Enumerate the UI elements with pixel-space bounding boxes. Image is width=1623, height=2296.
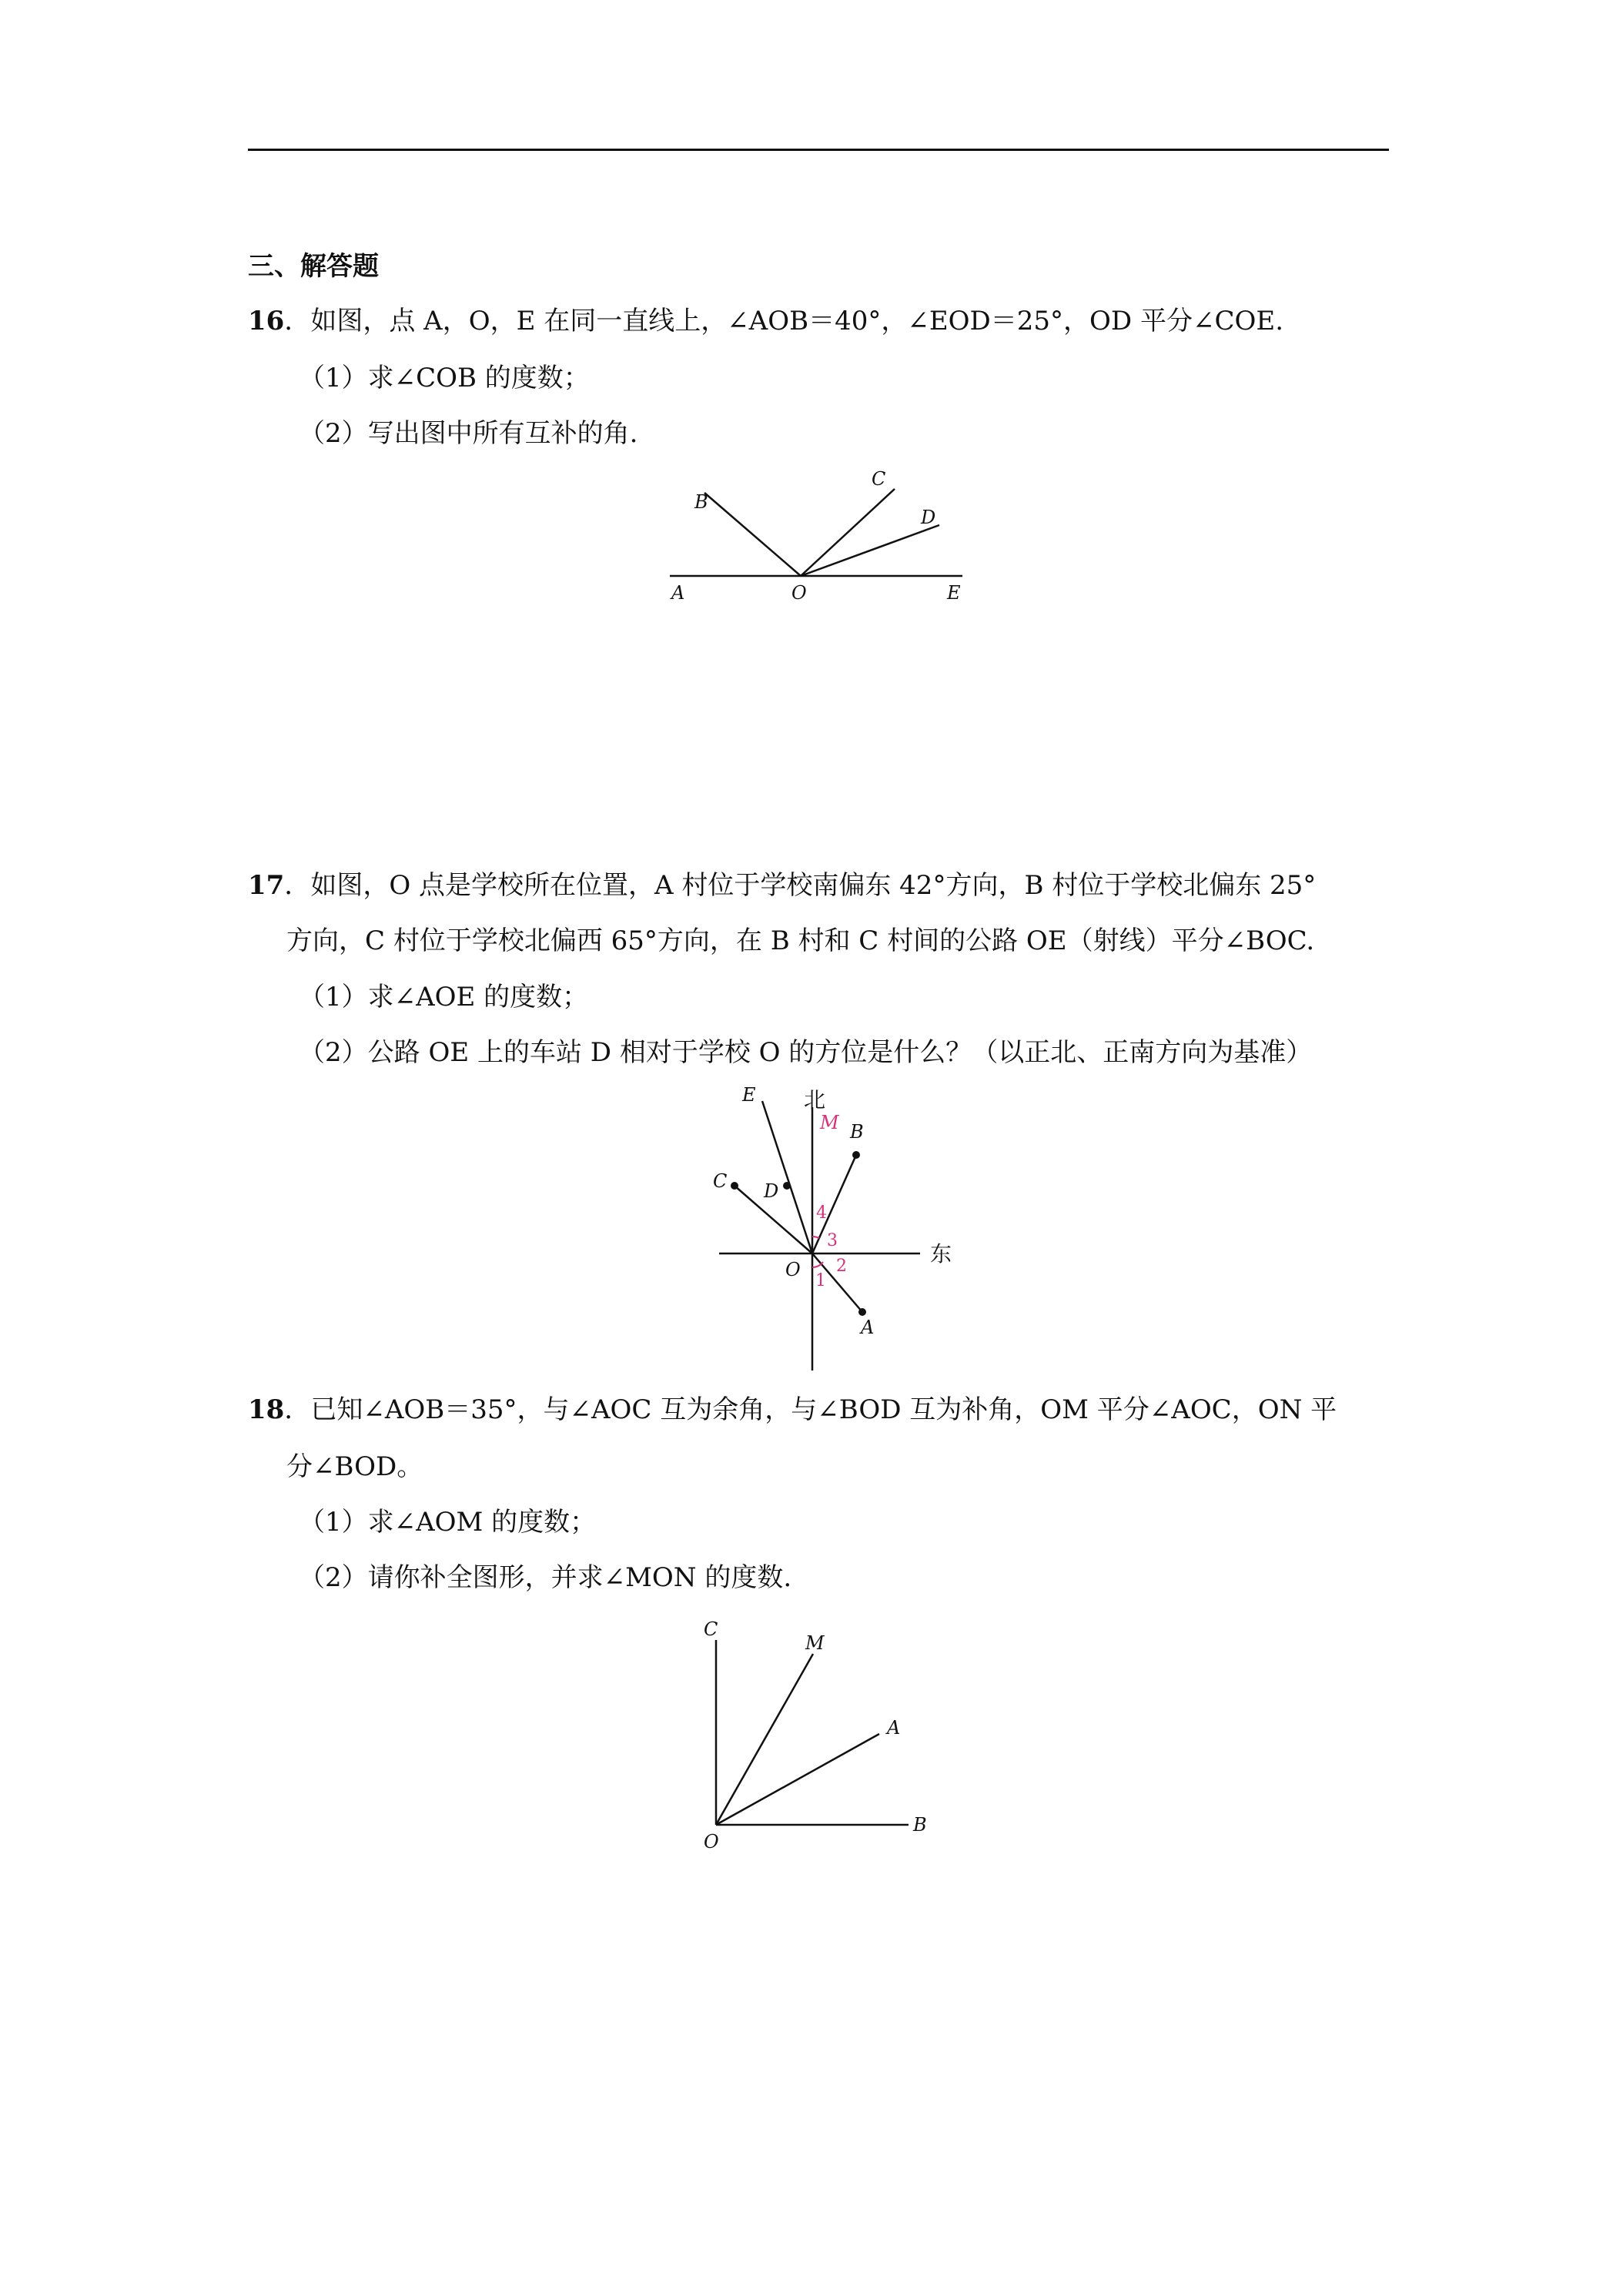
label-A: A bbox=[887, 1717, 901, 1739]
label-O: O bbox=[791, 582, 807, 604]
label-A: A bbox=[861, 1317, 875, 1338]
q18-stem-text: ．已知∠AOB＝35°，与∠AOC 互为余角，与∠BOD 互为补角，OM 平分∠AOC，ON 平 bbox=[284, 1394, 1337, 1425]
point-A bbox=[858, 1308, 866, 1316]
label-D: D bbox=[921, 507, 936, 528]
label-D: D bbox=[764, 1180, 779, 1202]
q18-part2: （2）请你补全图形，并求∠MON 的度数. bbox=[299, 1562, 792, 1593]
label-A: A bbox=[671, 582, 685, 604]
q18-stem-line2: 分∠BOD。 bbox=[286, 1451, 423, 1482]
q18-number: 18 bbox=[248, 1394, 285, 1425]
label-C: C bbox=[704, 1618, 718, 1640]
q18-figure bbox=[693, 1602, 947, 1856]
label-B: B bbox=[913, 1814, 927, 1836]
q17-stem bbox=[248, 870, 1316, 901]
q16-figure bbox=[662, 462, 970, 608]
label-O: O bbox=[704, 1831, 719, 1853]
label-C: C bbox=[713, 1170, 728, 1192]
q17-stem-line2: 方向，C 村位于学校北偏西 65°方向，在 B 村和 C 村间的公路 OE（射线）平分∠BOC. bbox=[286, 925, 1315, 956]
point-C bbox=[731, 1182, 738, 1190]
angle-label-1: 1 bbox=[815, 1271, 826, 1290]
ray-OB bbox=[704, 493, 801, 576]
ray-OA bbox=[716, 1734, 879, 1825]
label-east: 东 bbox=[930, 1241, 952, 1267]
q16-part2: （2）写出图中所有互补的角. bbox=[299, 418, 638, 449]
label-north: 北 bbox=[804, 1087, 826, 1113]
angle-arc-1 bbox=[812, 1262, 823, 1267]
q17-part1: （1）求∠AOE 的度数； bbox=[299, 982, 589, 1012]
label-C: C bbox=[872, 468, 886, 490]
label-B: B bbox=[850, 1121, 864, 1143]
angle-arc-3 bbox=[812, 1237, 819, 1238]
q17-stem-text: ．如图，O 点是学校所在位置，A 村位于学校南偏东 42°方向，B 村位于学校北偏东 25° bbox=[284, 870, 1317, 901]
q17-number: 17 bbox=[248, 870, 285, 901]
section-title: 三、解答题 bbox=[248, 251, 379, 282]
angle-label-2: 2 bbox=[836, 1257, 847, 1276]
header-rule bbox=[248, 149, 1389, 151]
label-E: E bbox=[742, 1084, 756, 1106]
q18-stem bbox=[248, 1394, 1337, 1425]
label-M: M bbox=[805, 1632, 825, 1654]
q16-stem bbox=[248, 306, 1283, 336]
label-M: M bbox=[820, 1112, 839, 1133]
q17-part2: （2）公路 OE 上的车站 D 相对于学校 O 的方位是什么？（以正北、正南方向为基准） bbox=[299, 1037, 1313, 1068]
ray-OD bbox=[801, 525, 939, 576]
ray-OC bbox=[801, 489, 895, 576]
angle-label-4: 4 bbox=[816, 1203, 827, 1223]
angle-label-3: 3 bbox=[827, 1231, 838, 1250]
label-O: O bbox=[785, 1259, 801, 1280]
point-B bbox=[852, 1151, 860, 1159]
ray-OM bbox=[716, 1654, 813, 1825]
point-D bbox=[783, 1182, 791, 1190]
q16-part1: （1）求∠COB 的度数； bbox=[299, 363, 590, 393]
label-B: B bbox=[694, 491, 708, 513]
q16-number: 16 bbox=[248, 306, 285, 336]
q16-stem-text: ．如图，点 A，O，E 在同一直线上，∠AOB＝40°，∠EOD＝25°，OD 平分∠COE. bbox=[284, 306, 1284, 336]
q17-figure bbox=[708, 1078, 962, 1378]
q18-part1: （1）求∠AOM 的度数； bbox=[299, 1507, 597, 1538]
label-E: E bbox=[947, 582, 961, 604]
